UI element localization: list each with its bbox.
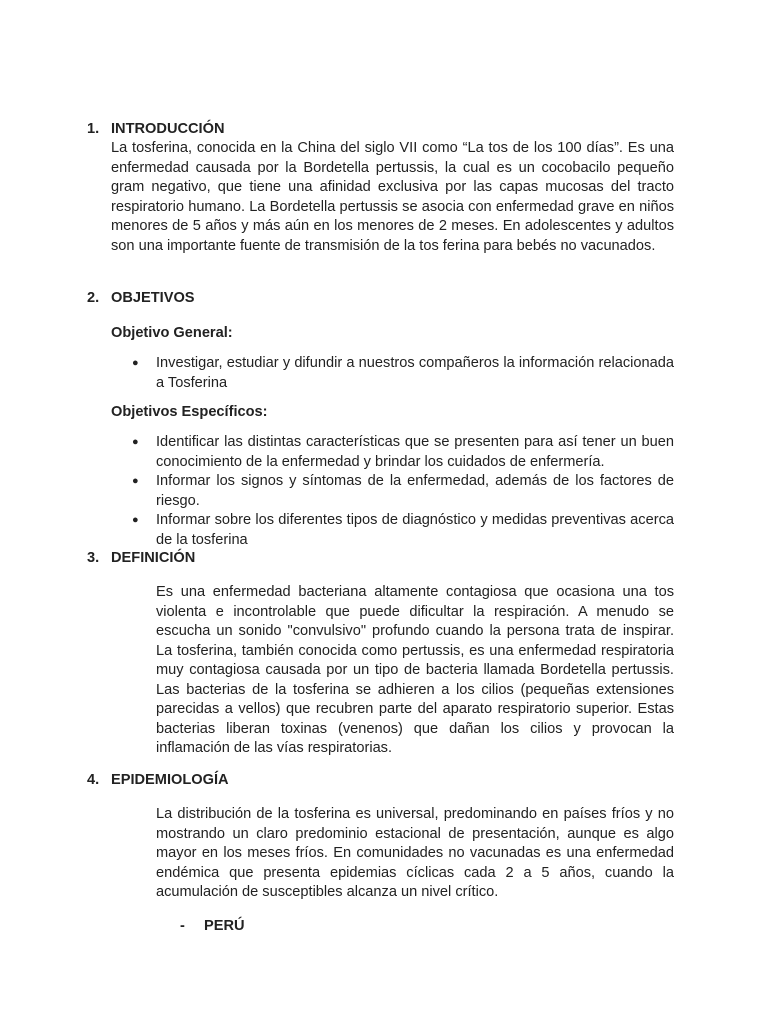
dash-marker: -	[180, 918, 185, 934]
introduccion-paragraph: La tosferina, conocida en la China del siglo VII como “La tos de los 100 días”. Es una enfermedad causada por la Bordetella pertussis, la cual es un cocobacilo pequeño gram negativo, que tiene una afinidad exclusiva por las capas mucosas del tracto respiratorio humano. La Bordetella pertussis se asocia con enfermedad grave en niños menores de 5 años y más aún en los menores de 2 meses. En adolescentes y adultos son una importante fuente de transmisión de la tos ferina para bebés no vacunados.	[111, 140, 674, 254]
section-title: OBJETIVOS	[111, 290, 195, 306]
section-title: DEFINICIÓN	[111, 550, 196, 566]
list-item: ● Informar los signos y síntomas de la enfermedad, además de los factores de riesgo.	[132, 473, 674, 509]
section-title: INTRODUCCIÓN	[111, 121, 225, 137]
bullet-icon: ●	[132, 475, 139, 487]
section-number: 3.	[87, 550, 100, 566]
epidemiologia-paragraph: La distribución de la tosferina es universal, predominando en países fríos y no mostrando un claro predominio estacional de presentación, aunque es algo mayor en los meses fríos. En comunidades no vacunadas es una enfermedad endémica que presenta epidemias cíclicas cada 2 a 5 años, cuando la acumulación de susceptibles alcanza un nivel crítico.	[156, 806, 674, 900]
section-heading-epidemiologia	[87, 771, 229, 790]
objetivos-especificos-list	[132, 433, 674, 550]
bullet-icon: ●	[132, 357, 139, 369]
list-item: ● Investigar, estudiar y difundir a nuestros compañeros la información relacionada a Tosferina	[132, 355, 674, 391]
peru-subheading	[180, 917, 245, 936]
list-item: ● Informar sobre los diferentes tipos de diagnóstico y medidas preventivas acerca de la tosferina	[132, 512, 674, 548]
definicion-paragraph: Es una enfermedad bacteriana altamente contagiosa que ocasiona una tos violenta e incontrolable que puede dificultar la respiración. A menudo se escucha un sonido "convulsivo" profundo cuando la persona trata de inspirar. La tosferina, también conocida como pertussis, es una enfermedad respiratoria muy contagiosa causada por un tipo de bacteria llamada Bordetella pertussis. Las bacterias de la tosferina se adhieren a los cilios (pequeñas extensiones parecidas a vellos) que recubren parte del aparato respiratorio superior. Estas bacterias liberan toxinas (venenos) que dañan los cilios y provocan la inflamación de las vías respiratorias.	[156, 584, 674, 756]
objetivo-general-list	[132, 354, 674, 393]
section-number: 4.	[87, 772, 100, 788]
bullet-icon: ●	[132, 514, 139, 526]
list-item: ● Identificar las distintas características que se presenten para así tener un buen conocimiento de la enfermedad y brindar los cuidados de enfermería.	[132, 434, 674, 470]
objetivos-especificos-label: Objetivos Específicos:	[111, 404, 268, 420]
section-number: 1.	[87, 121, 100, 137]
objetivo-general-label: Objetivo General:	[111, 325, 233, 341]
section-heading-objetivos	[87, 289, 195, 308]
bullet-icon: ●	[132, 436, 139, 448]
section-number: 2.	[87, 290, 100, 306]
section-title: EPIDEMIOLOGÍA	[111, 772, 229, 788]
peru-label: PERÚ	[204, 918, 245, 934]
section-heading-definicion	[87, 549, 195, 568]
section-heading-introduccion	[87, 120, 225, 139]
